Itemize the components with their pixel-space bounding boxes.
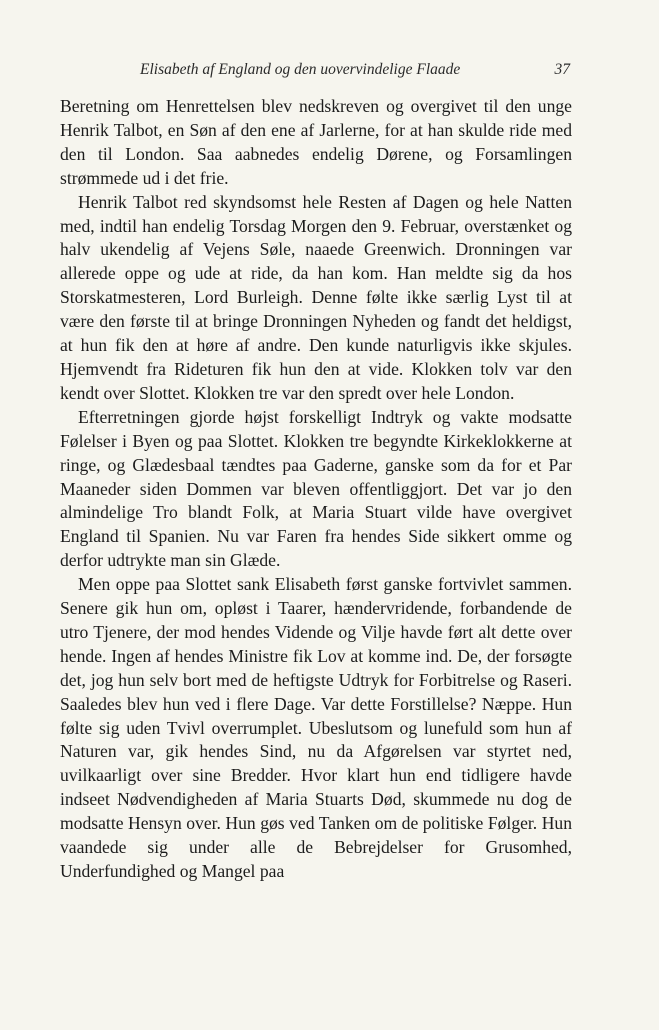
paragraph-3: Efterretningen gjorde højst forskelligt Indtryk og vakte modsatte Følelser i Byen og paa Slottet. Klokken tre begyndte Kirkeklokkerne at ringe, og Glædesbaal tændtes paa Gaderne, ganske som da for et Par Maaneder siden Dommen var bleven offentliggjort. Det var jo den almindelige Tro blandt Folk, at Maria Stuart vilde have overgivet England til Spanien. Nu var Faren fra hendes Side sikkert omme og derfor udtrykte man sin Glæde.: [60, 406, 572, 571]
body-text: [60, 95, 572, 884]
running-head: [60, 58, 570, 82]
paragraph-1: Beretning om Henrettelsen blev nedskreven og overgivet til den unge Henrik Talbot, en Søn af den ene af Jarlerne, for at han skulde ride med den til London. Saa aabnedes endelig Dørene, og Forsamlingen strømmede ud i det frie.: [60, 96, 572, 188]
paragraph-4: Men oppe paa Slottet sank Elisabeth først ganske fortvivlet sammen. Senere gik hun om, opløst i Taarer, hændervridende, forbandende de utro Tjenere, der mod hendes Vidende og Vilje havde ført alt dette over hende. Ingen af hendes Ministre fik Lov at komme ind. De, der forsøgte det, jog hun selv bort med de heftigste Udtryk for Forbitrelse og Raseri. Saaledes blev hun ved i flere Dage. Var dette Forstillelse? Næppe. Hun følte sig uden Tvivl overrumplet. Ubeslutsom og lunefuld som hun af Naturen var, gik hendes Sind, nu da Afgørelsen var styrtet ned, uvilkaarligt over sine Bredder. Hvor klart hun end tidligere havde indseet Nødvendigheden af Maria Stuarts Død, skummede nu dog de modsatte Hensyn over. Hun gøs ved Tanken om de politiske Følger. Hun vaandede sig under alle de Bebrejdelser for Grusomhed, Underfundighed og Mangel paa: [60, 574, 572, 881]
running-title: Elisabeth af England og den uovervindelige Flaade: [140, 61, 461, 78]
page-number: 37: [554, 61, 570, 78]
paragraph-2: Henrik Talbot red skyndsomst hele Resten af Dagen og hele Natten med, indtil han endelig Torsdag Morgen den 9. Februar, overstænket og halv ukendelig af Vejens Søle, naaede Greenwich. Dronningen var allerede oppe og ude at ride, da han kom. Han meldte sig da hos Storskatmesteren, Lord Burleigh. Denne følte ikke særlig Lyst til at være den første til at bringe Dronningen Nyheden og fandt det heldigst, at hun fik den at høre af andre. Den kunde naturligvis ikke skjules. Hjemvendt fra Rideturen fik hun den at vide. Klokken tolv var den kendt over Slottet. Klokken tre var den spredt over hele London.: [60, 191, 572, 403]
